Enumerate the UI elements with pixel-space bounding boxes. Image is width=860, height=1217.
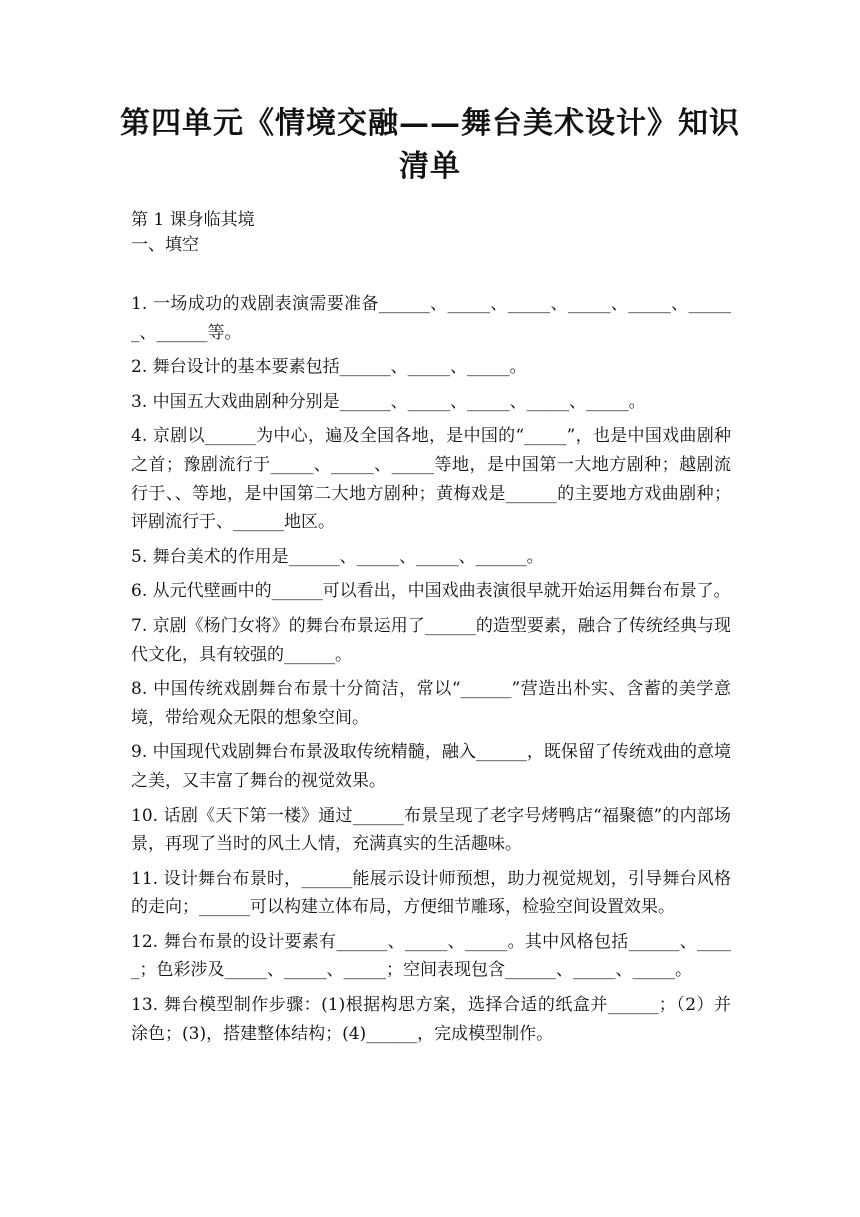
question-item: 6. 从元代壁画中的______可以看出，中国戏曲表演很早就开始运用舞台布景了。 — [131, 581, 731, 602]
question-item: 4. 京剧以______为中心，遍及全国各地，是中国的“_____”，也是中国戏曲剧种之首；豫剧流行于_____、_____、_____等地，是中国第一大地方剧种；越剧流行于、、等地，是中国第二大地方剧种；黄梅戏是______的主要地方戏曲剧种；评剧流行于、______地区。 — [131, 426, 731, 533]
question-item: 9. 中国现代戏剧舞台布景汲取传统精髓，融入______，既保留了传统戏曲的意境之美，又丰富了舞台的视觉效果。 — [131, 742, 731, 791]
section-heading: 一、填空 — [131, 235, 199, 255]
question-item: 10. 话剧《天下第一楼》通过______布景呈现了老字号烤鸭店“福聚德”的内部场景，再现了当时的风土人情，充满真实的生活趣味。 — [131, 805, 731, 855]
question-item: 7. 京剧《杨门女将》的舞台布景运用了______的造型要素，融合了传统经典与现代文化，具有较强的______。 — [131, 615, 731, 665]
question-item: 11. 设计舞台布景时，______能展示设计师预想，助力视觉规划，引导舞台风格的走向；______可以构建立体布局，方便细节雕琢，检验空间设置效果。 — [131, 868, 731, 918]
lesson-heading: 第 1 课身临其境 — [131, 210, 255, 230]
question-item: 5. 舞台美术的作用是______、_____、_____、______。 — [131, 546, 544, 567]
question-item: 1. 一场成功的戏剧表演需要准备______、_____、_____、_____、_____、______、______等。 — [131, 294, 731, 343]
question-item: 13. 舞台模型制作步骤：(1)根据构思方案，选择合适的纸盒并______；（2）并涂色；(3)，搭建整体结构；(4)______，完成模型制作。 — [131, 995, 731, 1044]
question-list — [131, 290, 731, 1054]
document-title: 第四单元《情境交融——舞台美术设计》知识清单 — [120, 106, 740, 184]
question-item: 2. 舞台设计的基本要素包括______、_____、_____。 — [131, 357, 527, 378]
question-item: 3. 中国五大戏曲剧种分别是______、_____、_____、_____、_____。 — [131, 391, 646, 412]
question-item: 12. 舞台布景的设计要素有______、_____、_____。其中风格包括______、_____；色彩涉及_____、_____、_____；空间表现包含______、_____、_____。 — [131, 931, 731, 981]
question-item: 8. 中国传统戏剧舞台布景十分简洁，常以“______”营造出朴实、含蓄的美学意境，带给观众无限的想象空间。 — [131, 679, 731, 728]
